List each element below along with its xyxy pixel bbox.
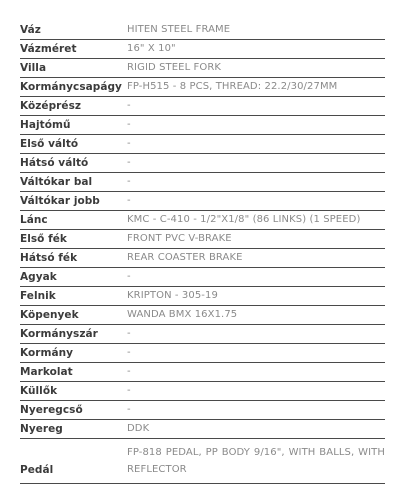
spec-label: Nyeregcső: [20, 404, 83, 416]
spec-row-frame-size: [20, 40, 385, 59]
spec-value: FRONT PVC V-BRAKE: [127, 233, 232, 244]
spec-row-chain: [20, 211, 385, 230]
spec-value: KMC - C-410 - 1/2"X1/8" (86 LINKS) (1 SPEED): [127, 214, 361, 225]
spec-label: Hajtómű: [20, 119, 71, 131]
spec-value: -: [127, 157, 131, 168]
spec-row-right-shifter: [20, 192, 385, 211]
spec-value: FP-818 PEDAL, PP BODY 9/16", WITH BALLS, WITH REFLECTOR: [127, 447, 385, 475]
spec-label: Kormánycsapágy: [20, 81, 122, 93]
spec-value: -: [127, 366, 131, 377]
spec-value: -: [127, 100, 131, 111]
spec-row-rear-brake: [20, 249, 385, 268]
spec-label: Villa: [20, 62, 47, 74]
spec-row-fork: [20, 59, 385, 78]
spec-label: Pedál: [20, 464, 54, 476]
spec-label: Markolat: [20, 366, 73, 378]
spec-label: Lánc: [20, 214, 48, 226]
spec-row-grips: [20, 363, 385, 382]
spec-label: Hátsó váltó: [20, 157, 89, 169]
spec-row-hubs: [20, 268, 385, 287]
spec-row-bottom-bracket: [20, 97, 385, 116]
spec-label: Hátsó fék: [20, 252, 78, 264]
spec-row-headset: [20, 78, 385, 97]
bike-spec-table: [20, 21, 385, 484]
spec-row-left-shifter: [20, 173, 385, 192]
spec-row-spokes: [20, 382, 385, 401]
spec-label: Vázméret: [20, 43, 77, 55]
spec-value: REAR COASTER BRAKE: [127, 252, 243, 263]
spec-value: RIGID STEEL FORK: [127, 62, 222, 73]
spec-value: -: [127, 271, 131, 282]
spec-label: Első fék: [20, 233, 67, 245]
spec-label: Nyereg: [20, 423, 63, 435]
spec-label: Felnik: [20, 290, 56, 302]
spec-value: -: [127, 347, 131, 358]
spec-row-rear-derailleur: [20, 154, 385, 173]
spec-row-crankset: [20, 116, 385, 135]
spec-row-front-brake: [20, 230, 385, 249]
spec-row-frame: [20, 21, 385, 40]
spec-value: -: [127, 195, 131, 206]
spec-label: Agyak: [20, 271, 57, 283]
spec-row-seatpost: [20, 401, 385, 420]
spec-label: Első váltó: [20, 138, 79, 150]
spec-row-stem: [20, 325, 385, 344]
spec-row-saddle: [20, 420, 385, 439]
spec-value: KRIPTON - 305-19: [127, 290, 218, 301]
spec-row-front-derailleur: [20, 135, 385, 154]
spec-label: Kormány: [20, 347, 74, 359]
spec-value: -: [127, 138, 131, 149]
spec-value: DDK: [127, 423, 150, 434]
spec-value: -: [127, 404, 131, 415]
spec-row-handlebar: [20, 344, 385, 363]
spec-value: FP-H515 - 8 PCS, THREAD: 22.2/30/27MM: [127, 81, 338, 92]
spec-label: Váltókar jobb: [20, 195, 100, 207]
spec-value: 16" X 10": [127, 43, 176, 54]
spec-label: Váltókar bal: [20, 176, 93, 188]
spec-value: WANDA BMX 16X1.75: [127, 309, 238, 320]
spec-label: Váz: [20, 24, 41, 36]
spec-value: -: [127, 385, 131, 396]
spec-label: Középrész: [20, 100, 82, 112]
spec-value: -: [127, 328, 131, 339]
spec-label: Köpenyek: [20, 309, 79, 321]
spec-label: Küllők: [20, 385, 58, 397]
spec-label: Kormányszár: [20, 328, 98, 340]
spec-value: -: [127, 176, 131, 187]
spec-row-rims: [20, 287, 385, 306]
spec-value: -: [127, 119, 131, 130]
spec-row-tires: [20, 306, 385, 325]
spec-value: HITEN STEEL FRAME: [127, 24, 231, 35]
spec-row-pedals: [20, 439, 385, 484]
